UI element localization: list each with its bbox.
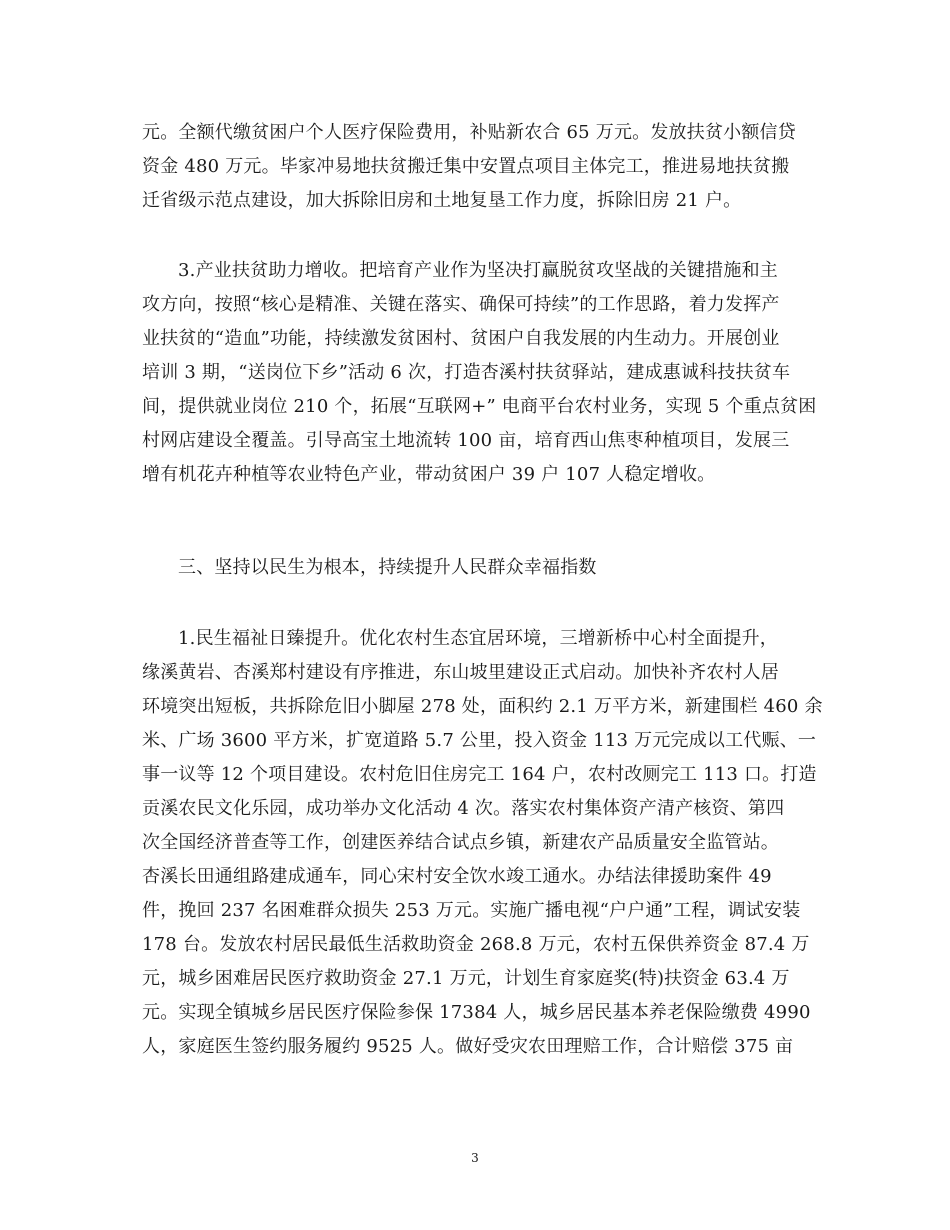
text-line: 元。实现全镇城乡居民医疗保险参保 17384 人，城乡居民基本养老保险缴费 4990: [142, 1002, 811, 1023]
text-line: 1.民生福祉日臻提升。优化农村生态宜居环境，三增新桥中心村全面提升，: [178, 628, 778, 649]
section-heading-livelihood: [142, 551, 812, 585]
text-line: 件，挽回 237 名困难群众损失 253 万元。实施广播电视“户户通”工程，调试安装: [142, 900, 801, 921]
page-number: 3: [471, 1151, 479, 1165]
paragraph-livelihood-wellbeing: [142, 622, 823, 1064]
text-line: 米、广场 3600 平方米，扩宽道路 5.7 公里，投入资金 113 万元完成以工代赈、一: [142, 730, 817, 751]
text-line: 资金 480 万元。毕家冲易地扶贫搬迁集中安置点项目主体完工，推进易地扶贫搬: [142, 156, 790, 177]
text-line: 杏溪长田通组路建成通车，同心宋村安全饮水竣工通水。办结法律援助案件 49: [142, 866, 772, 887]
text-line: 环境突出短板，共拆除危旧小脚屋 278 处，面积约 2.1 万平方米，新建围栏 460 余: [142, 696, 823, 717]
text-line: 贡溪农民文化乐园，成功举办文化活动 4 次。落实农村集体资产清产核资、第四: [142, 798, 785, 819]
paragraph-poverty-relief-continued: [142, 116, 812, 218]
text-line: 业扶贫的“造血”功能，持续激发贫困村、贫困户自我发展的内生动力。开展创业: [142, 328, 780, 349]
text-line: 3.产业扶贫助力增收。把培育产业作为坚决打赢脱贫攻坚战的关键措施和主: [178, 260, 778, 281]
text-line: 178 台。发放农村居民最低生活救助资金 268.8 万元，农村五保供养资金 87.4 万: [142, 934, 810, 955]
text-line: 次全国经济普查等工作，创建医养结合试点乡镇，新建农产品质量安全监管站。: [142, 832, 779, 853]
text-line: 人，家庭医生签约服务履约 9525 人。做好受灾农田理赔工作，合计赔偿 375 亩: [142, 1036, 794, 1057]
text-line: 增有机花卉种植等农业特色产业，带动贫困户 39 户 107 人稳定增收。: [142, 464, 716, 485]
text-line: 间，提供就业岗位 210 个，拓展“互联网+” 电商平台农村业务，实现 5 个重点贫困: [142, 396, 817, 417]
text-line: 事一议等 12 个项目建设。农村危旧住房完工 164 户，农村改厕完工 113 口。打造: [142, 764, 817, 785]
paragraph-industry-poverty-relief: [142, 254, 817, 492]
text-line: 迁省级示范点建设，加大拆除旧房和土地复垦工作力度，拆除旧房 21 户。: [142, 190, 742, 211]
text-line: 元。全额代缴贫困户个人医疗保险费用，补贴新农合 65 万元。发放扶贫小额信贷: [142, 122, 796, 143]
text-line: 村网店建设全覆盖。引导高宝土地流转 100 亩，培育西山焦枣种植项目，发展三: [142, 430, 790, 451]
text-line: 元，城乡困难居民医疗救助资金 27.1 万元，计划生育家庭奖(特)扶资金 63.4 万: [142, 968, 790, 989]
section-heading: 三、坚持以民生为根本，持续提升人民群众幸福指数: [178, 557, 597, 578]
text-line: 缘溪黄岩、杏溪郑村建设有序推进，东山坡里建设正式启动。加快补齐农村人居: [142, 662, 779, 683]
text-line: 攻方向，按照“核心是精准、关键在落实、确保可持续”的工作思路，着力发挥产: [142, 294, 780, 315]
text-line: 培训 3 期，“送岗位下乡”活动 6 次，打造杏溪村扶贫驿站，建成惠诚科技扶贫车: [142, 362, 791, 383]
